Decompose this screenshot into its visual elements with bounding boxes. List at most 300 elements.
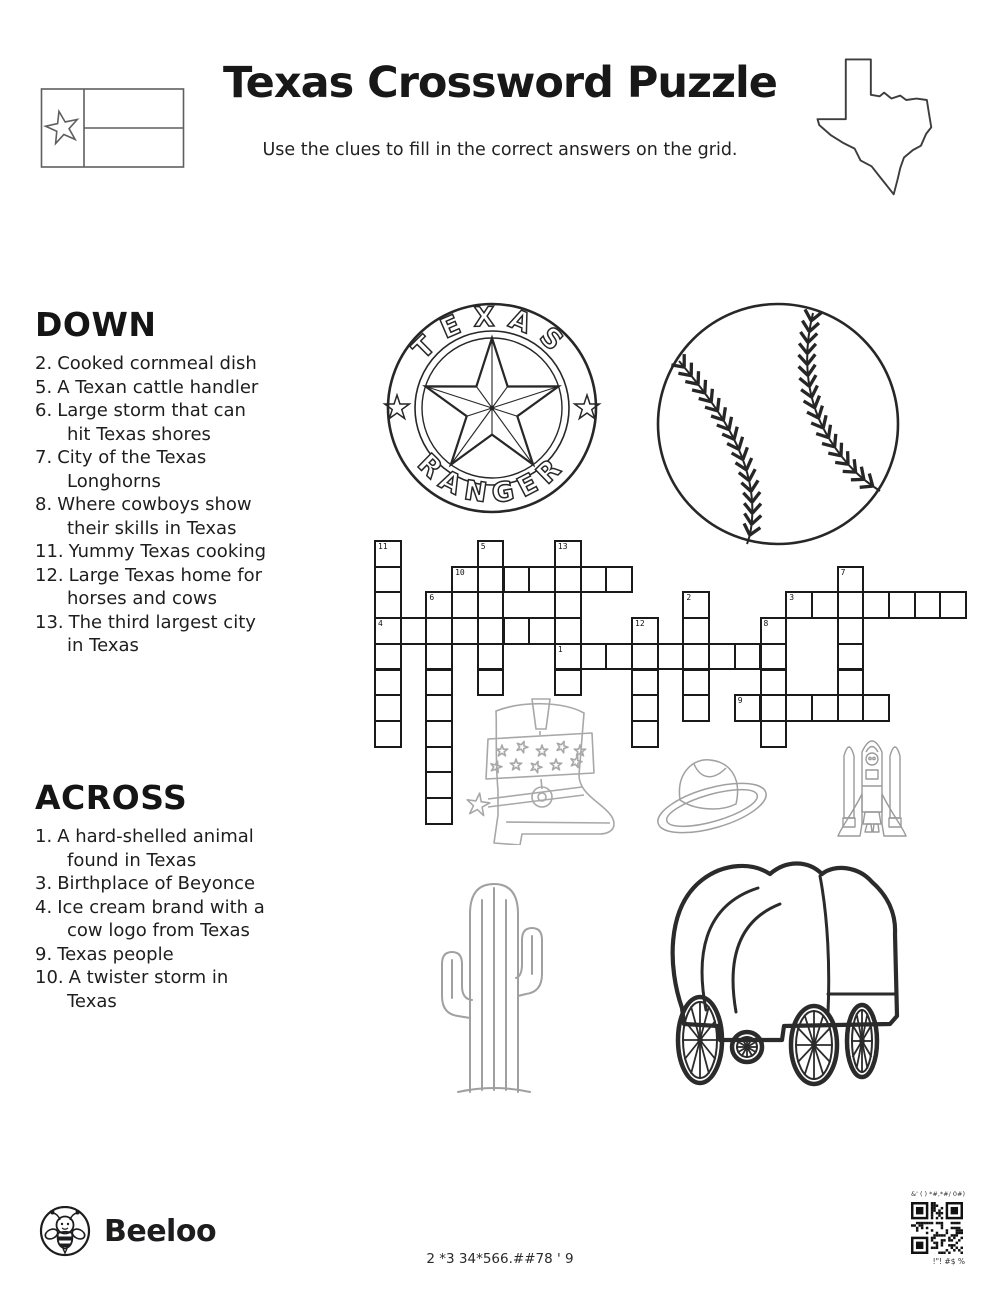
grid-cell	[631, 617, 659, 645]
shuttle-left-booster	[844, 747, 854, 818]
grid-cell	[785, 694, 813, 722]
down-heading: DOWN	[35, 305, 157, 344]
boot-band-star-icon	[531, 761, 542, 772]
wagon-wheel-part	[744, 1044, 750, 1050]
baseball-stitch	[723, 407, 725, 420]
baseball-seam-left	[679, 361, 752, 544]
badge-star-facet-line	[451, 408, 492, 465]
qr-module	[916, 1207, 923, 1214]
grid-cell	[734, 643, 762, 671]
grid-cell	[657, 643, 685, 671]
across-clue-list	[35, 825, 267, 1013]
clue-item	[35, 446, 267, 493]
qr-module	[926, 1227, 928, 1229]
baseball-stitch	[835, 434, 836, 447]
qr-module	[941, 1224, 943, 1226]
qr-module	[953, 1237, 955, 1239]
qr-module	[931, 1214, 933, 1216]
qr-module	[936, 1217, 938, 1219]
grid-cell-number: 13	[557, 542, 568, 551]
baseball-stitch	[812, 386, 818, 398]
grid-cell	[760, 694, 788, 722]
qr-code	[911, 1202, 963, 1254]
clue-text: Where cowboys show their skills in Texas	[57, 494, 252, 539]
qr-module	[931, 1229, 933, 1231]
shuttle-nozzle2	[873, 824, 879, 832]
clue-item	[35, 966, 267, 1013]
qr-module	[956, 1232, 958, 1234]
qr-module	[948, 1244, 950, 1246]
qr-module	[938, 1209, 940, 1211]
qr-module	[941, 1242, 943, 1244]
baseball-stitch	[805, 309, 811, 320]
qr-module	[953, 1249, 955, 1251]
clue-text: City of the Texas Longhorns	[57, 447, 207, 492]
grid-cell	[503, 617, 531, 645]
baseball-stitch	[835, 462, 848, 464]
boot-stars	[491, 741, 586, 772]
bee-stripe-2	[59, 1244, 71, 1248]
across-heading: ACROSS	[35, 778, 188, 817]
boot-outline	[494, 704, 614, 845]
shuttle-window-dot1	[869, 757, 871, 759]
bee-antenna-tip-right	[76, 1211, 80, 1215]
grid-cell	[374, 591, 402, 619]
clue-text: Texas people	[57, 943, 174, 965]
grid-cell	[682, 643, 710, 671]
qr-module	[931, 1239, 933, 1241]
grid-cell	[605, 566, 633, 594]
grid-cell	[374, 566, 402, 594]
qr-module	[961, 1252, 963, 1254]
boot-band-star-icon	[550, 759, 561, 770]
texas-ranger-badge-icon	[372, 298, 612, 522]
wagon-wheel-3	[791, 1006, 837, 1084]
grid-cell	[862, 591, 890, 619]
grid-cell	[760, 669, 788, 697]
grid-cell	[554, 540, 582, 568]
badge-star-facet-line	[492, 386, 559, 408]
clue-text: Large storm that can hit Texas shores	[57, 400, 246, 445]
clue-text: Yummy Texas cooking	[68, 541, 267, 562]
qr-module	[956, 1222, 958, 1224]
baseball-stitch	[843, 471, 856, 472]
clue-number: 4.	[35, 896, 53, 918]
boot-band-star-icon	[496, 745, 507, 756]
qr-module	[961, 1237, 963, 1239]
qr-module	[911, 1224, 913, 1226]
grid-cell	[425, 617, 453, 645]
clue-text: A Texan cattle handler	[57, 376, 259, 398]
qr-module	[938, 1222, 940, 1224]
baseball-stitch	[799, 343, 807, 353]
qr-module	[936, 1222, 938, 1224]
bee-eye-left	[61, 1223, 63, 1225]
baseball-stitch	[746, 458, 751, 470]
qr-module	[948, 1237, 950, 1239]
grid-cell	[837, 643, 865, 671]
baseball-stitch	[711, 389, 712, 402]
baseball-stitch	[808, 365, 815, 376]
qr-module	[941, 1212, 943, 1214]
badge-star-facet-line	[492, 408, 517, 416]
footer-code-text: 2 *3 34*566.##78 ' 9	[426, 1251, 574, 1267]
grid-cell	[888, 591, 916, 619]
hat-brim-outer	[653, 773, 770, 842]
qr-module	[953, 1244, 955, 1246]
baseball-stitch	[815, 396, 820, 408]
qr-module	[933, 1204, 935, 1206]
clue-text: A twister storm in Texas	[67, 967, 229, 1012]
grid-cell-number: 3	[789, 593, 795, 603]
qr-module	[943, 1252, 945, 1254]
grid-cell	[605, 643, 633, 671]
qr-module	[953, 1227, 955, 1229]
qr-module	[931, 1237, 933, 1239]
grid-cell	[374, 720, 402, 748]
badge-star-facet-line	[492, 408, 533, 465]
shuttle-window-ring	[866, 753, 878, 765]
grid-cell	[760, 643, 788, 671]
badge-star-center-dot	[490, 406, 495, 411]
qr-module	[933, 1237, 935, 1239]
clue-number: 8.	[35, 494, 53, 515]
grid-cell	[374, 643, 402, 671]
grid-cell	[760, 617, 788, 645]
grid-cell	[425, 797, 453, 825]
qr-module	[953, 1222, 955, 1224]
grid-cell	[477, 540, 505, 568]
baseball-stitch	[749, 469, 755, 481]
qr-module	[956, 1227, 958, 1229]
shuttle-orbiter-nose	[866, 747, 878, 753]
qr-module	[956, 1234, 958, 1236]
hat-crease	[694, 764, 726, 777]
qr-module	[941, 1234, 943, 1236]
qr-module	[941, 1227, 943, 1229]
grid-cell-number: 1	[557, 644, 563, 654]
grid-cell	[914, 591, 942, 619]
grid-cell	[425, 746, 453, 774]
clue-number: 13.	[35, 611, 64, 633]
grid-cell	[374, 694, 402, 722]
grid-cell	[374, 617, 402, 645]
grid-cell	[682, 591, 710, 619]
qr-module	[933, 1247, 935, 1249]
grid-cell	[631, 720, 659, 748]
grid-cell	[425, 720, 453, 748]
qr-module	[948, 1239, 950, 1241]
grid-cell	[528, 566, 556, 594]
clue-text: Cooked cornmeal dish	[57, 353, 257, 374]
wagon-wheel-part	[811, 1042, 817, 1048]
qr-module	[951, 1207, 958, 1214]
baseball-stitch	[718, 398, 720, 411]
grid-cell	[477, 566, 505, 594]
across-clues-section	[35, 778, 347, 1013]
baseball-stitch	[823, 415, 826, 428]
grid-cell-number: 2	[686, 593, 692, 603]
cactus-left-arm	[442, 952, 472, 1018]
qr-module	[928, 1222, 930, 1224]
boot-band-star-icon	[517, 741, 528, 752]
grid-cell	[682, 694, 710, 722]
qr-module	[941, 1222, 943, 1224]
cowboy-hat-icon	[650, 748, 770, 848]
wagon-wheel-4	[847, 1005, 877, 1077]
grid-cell	[837, 669, 865, 697]
grid-cell-number: 9	[737, 696, 743, 706]
qr-caption-bottom: !"! #$ %	[932, 1257, 965, 1266]
baseball-stitch	[705, 380, 706, 393]
boot-band-star-icon	[536, 745, 547, 756]
clue-number: 6.	[35, 400, 53, 421]
down-clue-list	[35, 352, 267, 658]
cactus-ribs	[482, 888, 506, 1090]
baseball-stitch	[671, 365, 684, 367]
badge-star-facet-line	[425, 386, 492, 408]
page-title: Texas Crossword Puzzle	[223, 58, 777, 108]
baseball-stitch	[799, 355, 808, 365]
qr-module	[956, 1229, 958, 1231]
qr-module	[943, 1239, 945, 1241]
wagon-canopy-fold2	[733, 904, 780, 1012]
grid-cell	[811, 694, 839, 722]
qr-module	[933, 1209, 935, 1211]
qr-module	[951, 1239, 953, 1241]
qr-module	[938, 1212, 940, 1214]
clue-item	[35, 611, 267, 658]
qr-module	[951, 1247, 953, 1249]
badge-star-facet-line	[476, 386, 492, 408]
grid-cell	[425, 694, 453, 722]
qr-module	[936, 1234, 938, 1236]
grid-cell	[862, 694, 890, 722]
cactus-icon	[418, 868, 563, 1093]
qr-module	[933, 1207, 935, 1209]
qr-module	[931, 1207, 933, 1209]
baseball-stitch	[854, 459, 855, 472]
clue-item	[35, 540, 267, 564]
qr-module	[918, 1224, 920, 1226]
qr-module	[941, 1239, 943, 1241]
qr-module	[941, 1217, 943, 1219]
baseball-stitch	[744, 523, 750, 535]
baseball-stitch	[860, 486, 873, 487]
grid-cell	[708, 643, 736, 671]
qr-module	[958, 1232, 960, 1234]
qr-module	[931, 1212, 933, 1214]
bee-stripe-1	[58, 1237, 73, 1241]
clue-text: Large Texas home for horses and cows	[67, 564, 262, 609]
baseball-stitch	[752, 504, 761, 514]
grid-cell-number: 12	[635, 619, 645, 629]
qr-module	[931, 1204, 933, 1206]
boot-seam2	[541, 779, 542, 789]
cactus-right-arm	[516, 928, 542, 996]
grid-cell-number: 10	[455, 567, 465, 577]
baseball-stitch	[809, 375, 816, 386]
cowboy-boot-icon	[462, 695, 617, 845]
qr-module	[958, 1229, 960, 1231]
grid-cell	[554, 617, 582, 645]
baseball-stitch	[744, 503, 752, 513]
grid-cell	[477, 591, 505, 619]
boot-band-star-icon	[510, 759, 521, 770]
grid-cell	[425, 771, 453, 799]
wagon-wheel-part	[697, 1037, 703, 1043]
qr-module	[931, 1217, 933, 1219]
clue-item	[35, 564, 267, 611]
qr-module	[938, 1252, 940, 1254]
grid-cell	[400, 617, 428, 645]
shuttle-nozzle1	[865, 824, 872, 832]
qr-module	[951, 1234, 953, 1236]
qr-module	[916, 1242, 923, 1249]
clue-number: 1.	[35, 826, 53, 847]
qr-caption-top: &' ( ) *#,*#/ 0#)	[911, 1190, 965, 1198]
page-subtitle: Use the clues to fill in the correct answers on the grid.	[262, 140, 738, 160]
grid-cell-number: 5	[480, 542, 486, 551]
clue-item	[35, 943, 267, 967]
qr-module	[931, 1247, 933, 1249]
hat-brim-inner	[663, 782, 761, 834]
grid-cell	[631, 643, 659, 671]
grid-cell	[528, 617, 556, 645]
baseball-stitch	[745, 513, 752, 524]
qr-module	[951, 1244, 953, 1246]
qr-module	[946, 1232, 948, 1234]
boot-band-star-icon	[574, 745, 585, 756]
clue-item	[35, 493, 267, 540]
grid-cell	[425, 669, 453, 697]
grid-cell	[682, 669, 710, 697]
qr-module	[961, 1232, 963, 1234]
grid-cell-number: 6	[429, 593, 435, 603]
texas-state-icon	[815, 58, 965, 198]
wagon-wheel-2	[732, 1032, 762, 1062]
grid-cell	[631, 694, 659, 722]
qr-module	[946, 1249, 948, 1251]
grid-cell	[785, 591, 813, 619]
badge-star-icon	[425, 338, 558, 465]
clue-text: The third largest city in Texas	[67, 611, 256, 656]
qr-module	[913, 1224, 915, 1226]
qr-module	[916, 1222, 918, 1224]
clue-number: 2.	[35, 353, 53, 374]
clue-text: Ice cream brand with a cow logo from Texas	[57, 896, 265, 941]
qr-module	[931, 1202, 933, 1204]
clue-number: 10.	[35, 967, 64, 988]
qr-module	[958, 1239, 960, 1241]
clue-text: A hard-shelled animal found in Texas	[57, 826, 254, 871]
grid-cell-number: 11	[378, 542, 388, 551]
flag-star-icon	[46, 111, 78, 143]
qr-module	[921, 1222, 923, 1224]
shuttle-window-dot2	[873, 757, 875, 759]
qr-module	[931, 1209, 933, 1211]
covered-wagon-icon	[662, 848, 910, 1096]
bee-smile	[62, 1228, 68, 1229]
boot-sole-line	[506, 822, 610, 823]
shuttle-tank	[862, 741, 882, 812]
clue-number: 12.	[35, 564, 64, 586]
qr-module	[953, 1234, 955, 1236]
baseball-stitch	[829, 425, 831, 438]
grid-cell-number: 4	[378, 619, 383, 629]
grid-cell-number: 7	[840, 567, 846, 577]
grid-cell	[554, 669, 582, 697]
qr-module	[961, 1247, 963, 1249]
clue-item	[35, 376, 267, 400]
grid-cell	[374, 540, 402, 568]
clue-text: Birthplace of Beyonce	[57, 873, 256, 894]
clue-number: 9.	[35, 943, 53, 965]
grid-cell	[425, 643, 453, 671]
qr-module	[938, 1234, 940, 1236]
qr-module	[941, 1244, 943, 1246]
qr-module	[958, 1222, 960, 1224]
qr-module	[923, 1222, 925, 1224]
qr-module	[956, 1247, 958, 1249]
qr-module	[956, 1242, 958, 1244]
baseball-icon	[652, 298, 904, 550]
space-shuttle-icon	[830, 726, 915, 844]
qr-module	[936, 1212, 938, 1214]
down-clues-section	[35, 305, 347, 658]
qr-module	[948, 1252, 950, 1254]
grid-cell	[554, 566, 582, 594]
grid-cell	[477, 617, 505, 645]
baseball-stitch	[801, 332, 809, 343]
shuttle-hatch	[866, 770, 878, 779]
baseball-stitch	[743, 447, 748, 459]
qr-module	[946, 1229, 948, 1231]
grid-cell	[554, 591, 582, 619]
grid-cell	[554, 643, 582, 671]
cactus-arm-ribs	[452, 936, 532, 998]
clue-number: 11.	[35, 541, 64, 562]
baseball-stitch	[807, 354, 815, 364]
qr-module	[936, 1242, 938, 1244]
wagon-wheel-1	[678, 997, 722, 1083]
grid-cell	[760, 720, 788, 748]
wagon-canopy-fold1	[702, 888, 758, 1010]
qr-module	[933, 1202, 935, 1204]
qr-module	[926, 1232, 928, 1234]
qr-module	[951, 1227, 953, 1229]
badge-star-facet-line	[467, 408, 492, 416]
badge-bottom-text: RANGER	[411, 448, 573, 511]
brand-name: Beeloo	[104, 1214, 217, 1249]
shuttle-engine-block	[863, 812, 881, 824]
grid-cell	[811, 591, 839, 619]
qr-module	[941, 1207, 943, 1209]
qr-module	[961, 1229, 963, 1231]
baseball-stitch	[802, 321, 809, 332]
clue-number: 5.	[35, 376, 53, 398]
qr-module	[951, 1222, 953, 1224]
boot-spur-icon	[467, 793, 490, 815]
qr-module	[936, 1244, 938, 1246]
grid-cell	[631, 669, 659, 697]
grid-cell	[425, 591, 453, 619]
texas-outline-path	[817, 59, 931, 194]
grid-cell	[374, 669, 402, 697]
grid-cell	[451, 617, 479, 645]
qr-module	[933, 1234, 935, 1236]
clue-item	[35, 399, 267, 446]
